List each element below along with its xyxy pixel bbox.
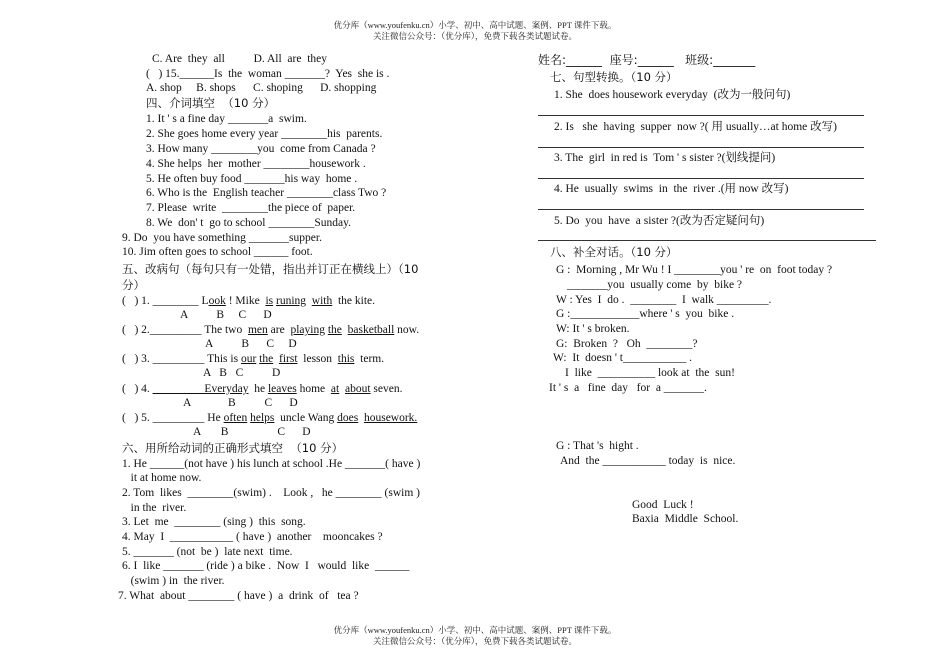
section-5-title-line-2: 分） [122,278,145,292]
dialogue-line-9: It ' s a fine day for a _______. [549,382,707,394]
marked-word-d: this [337,353,355,365]
sec4-item-6: 6. Who is the English teacher ________class Two ? [146,187,387,199]
sec7-item-1: 1. She does housework everyday (改为一般问句) [554,89,791,101]
q15-question: ( ) 15.______Is the woman _______? Yes she is . [146,68,390,80]
answer-line [538,115,864,116]
sec4-item-8: 8. We don' t go to school ________Sunday. [146,217,351,229]
sec7-item-5: 5. Do you have a sister ?(改为否定疑问句) [554,215,765,227]
sec5-item-2 [122,323,419,337]
q15-options: A. shop B. shops C. shoping D. shopping [146,82,377,94]
sec4-item-4: 4. She helps her mother ________housework . [146,158,366,170]
sec6-line-6: 4. May I ___________ ( have ) another mooncakes ? [122,531,383,543]
page-header [0,20,950,42]
dialogue-line-5: W: It ' s broken. [556,323,630,335]
answer-line [538,240,876,241]
sec5-item-5-letters: A B C D [193,426,311,438]
section-5-title-line-1: 五、改病句（每句只有一处错，指出并订正在横线上）（10 [122,262,419,276]
sec6-line-2: it at home now. [122,472,202,484]
text: are [267,324,291,336]
q14-options: C. Are they all D. All are they [152,53,328,65]
answer-blank: ( ) 2._________ [122,324,205,336]
answer-blank-line: _________ [152,383,205,395]
text: seven. [370,383,403,395]
sec7-item-2: 2. Is she having supper now ?( 用 usually…at home 改写) [554,121,837,133]
answer-blank: ( ) 3. _________ [122,353,208,365]
marked-word-c: the [327,324,342,336]
marked-word-c: first [278,353,298,365]
dialogue-line-2: _______you usually come by bike ? [567,279,743,291]
marked-word-a: ook [208,295,226,307]
answer-blank: ( ) 4. [122,383,153,395]
text: he [248,383,268,395]
text: ! Mike [225,295,266,307]
marked-word-a: our [240,353,257,365]
answer-line [538,209,864,210]
dialogue-line-8: I like __________ look at the sun! [565,367,735,379]
sec6-line-1: 1. He ______(not have ) his lunch at school .He _______( have ) [122,458,421,470]
text: term. [354,353,385,365]
closing-good-luck: Good Luck ! [632,499,694,511]
footer-line-2: 关注微信公众号：（优分库），免费下载各类试题试卷。 [372,636,577,646]
answer-blank: ( ) 5. _________ [122,412,208,424]
marked-word-a: men [247,324,268,336]
marked-word-d: housework. [363,412,418,424]
marked-word-d: with [311,295,333,307]
marked-word-a: often [223,412,248,424]
marked-word-d: about [344,383,371,395]
marked-word-b: leaves [267,383,297,395]
marked-word-b: playing [290,324,325,336]
marked-word-a: Everyday [204,383,249,395]
closing-school-name: Baxia Middle School. [632,513,739,525]
sec7-item-3: 3. The girl in red is Tom ' s sister ?(划线提问) [554,152,776,164]
answer-line [538,147,864,148]
sec5-item-4 [122,382,402,396]
dialogue-line-11: And the ___________ today is nice. [560,455,736,467]
marked-word-c: at [330,383,340,395]
header-line-2: 关注微信公众号：（优分库），免费下载各类试题试卷。 [372,31,577,41]
dialogue-line-10: G : That 's hight . [556,440,639,452]
marked-word-b: helps [250,412,275,424]
sec4-item-2: 2. She goes home every year ________his parents. [146,128,383,140]
dialogue-line-7: W: It doesn ' t___________ . [553,352,692,364]
dialogue-line-1: G : Morning , Mr Wu ! I ________you ' re on foot today ? [556,264,833,276]
sec5-item-5 [122,411,417,425]
sec6-line-3: 2. Tom likes ________(swim) . Look , he ________ (swim ) [122,487,420,499]
answer-line [538,178,864,179]
section-6-title: 六、用所给动词的正确形式填空 （10 分） [122,441,344,455]
text: home [296,383,331,395]
sec4-item-9: 9. Do you have something _______supper. [122,232,322,244]
section-8-title: 八、补全对话。（10 分） [550,245,678,259]
page-footer [0,625,950,647]
section-4-title: 四、介词填空 （10 分） [146,96,276,110]
dialogue-line-4: G :____________where ' s you bike . [556,308,735,320]
sec5-item-4-letters: A B C D [183,397,298,409]
sec4-item-5: 5. He often buy food _______his way home . [146,173,358,185]
sec5-item-2-letters: A B C D [205,338,297,350]
marked-word-b: is [265,295,274,307]
text: The two [204,324,248,336]
marked-word-d: basketball [347,324,395,336]
dialogue-line-3: W : Yes I do . ________ I walk _________. [556,294,772,306]
sec4-item-3: 3. How many ________you come from Canada ? [146,143,376,155]
sec4-item-1: 1. It ' s a fine day _______a swim. [146,113,307,125]
marked-word-c: does [337,412,359,424]
sec5-item-1 [122,294,375,308]
marked-word-c: runing [275,295,307,307]
sec4-item-10: 10. Jim often goes to school ______ foot. [122,246,313,258]
sec6-line-9: (swim ) in the river. [122,575,225,587]
text: the kite. [332,295,376,307]
sec5-item-1-letters: A B C D [180,309,272,321]
text: L [201,295,209,307]
answer-blank: ( ) 1. ________ [122,295,202,307]
sec6-line-5: 3. Let me ________ (sing ) this song. [122,516,306,528]
text: uncle Wang [274,412,338,424]
sec4-item-7: 7. Please write ________the piece of paper. [146,202,356,214]
sec5-item-3-letters: A B C D [203,367,281,379]
text: now. [394,324,420,336]
section-7-title: 七、句型转换。（10 分） [550,70,678,84]
dialogue-line-6: G: Broken ? Oh ________? [556,338,698,350]
sec6-line-7: 5. _______ (not be ) late next time. [122,546,293,558]
sec7-item-4: 4. He usually swims in the river .(用 now 改写) [554,183,789,195]
sec6-line-10: 7. What about ________ ( have ) a drink of tea ? [118,590,359,602]
text: lesson [297,353,338,365]
sec6-line-8: 6. I like _______ (ride ) a bike . Now I would like ______ [122,560,410,572]
text: This is [207,353,241,365]
marked-word-b: the [259,353,274,365]
sec6-line-4: in the river. [122,502,187,514]
student-info-line: 姓名:______ 座号:______ 班级:_______ [538,53,756,67]
text: He [207,412,224,424]
footer-line-1: 优分库（www.youfenku.cn）小学、初中、高中试题、案例、PPT 课件下载。 [333,625,617,635]
header-line-1: 优分库（www.youfenku.cn）小学、初中、高中试题、案例、PPT 课件下载。 [333,20,617,30]
sec5-item-3 [122,352,384,366]
